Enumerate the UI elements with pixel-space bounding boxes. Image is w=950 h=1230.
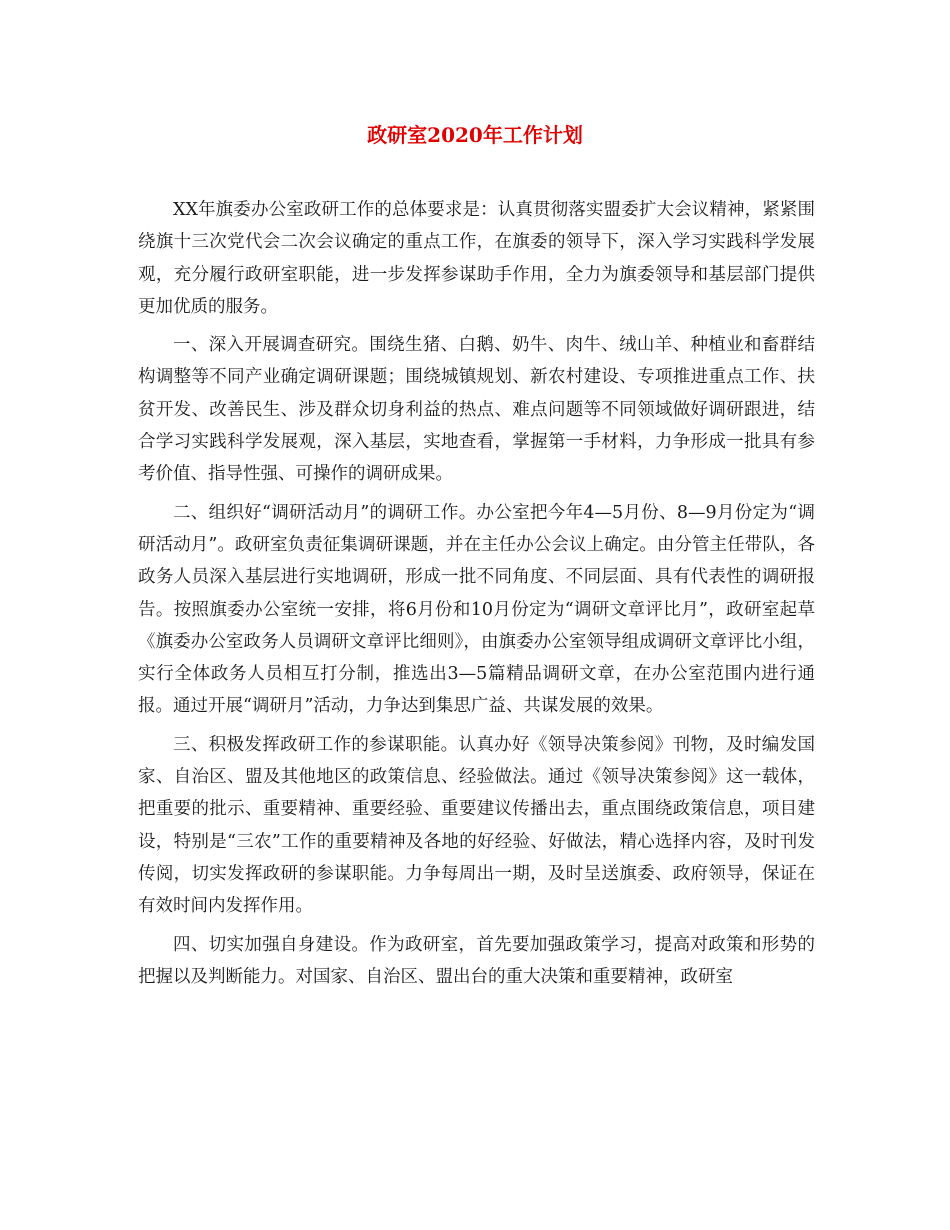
paragraph-section-3: 三、积极发挥政研工作的参谋职能。认真办好《领导决策参阅》刊物，及时编发国家、自治区、盟及其他地区的政策信息、经验做法。通过《领导决策参阅》这一载体，把重要的批示、重要精神、重要经验、重要建议传播出去，重点围绕政策信息，项目建设，特别是“三农”工作的重要精神及各地的好经验、好做法，精心选择内容，及时刊发传阅，切实发挥政研的参谋职能。力争每周出一期，及时呈送旗委、政府领导，保证在有效时间内发挥作用。 — [138, 734, 815, 917]
paragraph-intro: XX年旗委办公室政研工作的总体要求是：认真贯彻落实盟委扩大会议精神，紧紧围绕旗十三次党代会二次会议确定的重点工作，在旗委的领导下，深入学习实践科学发展观，充分履行政研室职能，进一步发挥参谋助手作用，全力为旗委领导和基层部门提供更加优质的服务。 — [138, 200, 815, 317]
document-title: 政研室2020年工作计划 — [367, 123, 583, 147]
paragraph-section-2: 二、组织好“调研活动月”的调研工作。办公室把今年4—5月份、8—9月份定为“调研活动月”。政研室负责征集调研课题，并在主任办公会议上确定。由分管主任带队，各政务人员深入基层进行实地调研，形成一批不同角度、不同层面、具有代表性的调研报告。按照旗委办公室统一安排，将6月份和10月份定为“调研文章评比月”，政研室起草《旗委办公室政务人员调研文章评比细则》，由旗委办公室领导组成调研文章评比小组，实行全体政务人员相互打分制，推选出3—5篇精品调研文章，在办公室范围内进行通报。通过开展“调研月”活动，力争达到集思广益、共谋发展的效果。 — [138, 502, 815, 717]
document-body — [138, 194, 815, 999]
paragraph-section-1: 一、深入开展调查研究。围绕生猪、白鹅、奶牛、肉牛、绒山羊、种植业和畜群结构调整等不同产业确定调研课题；围绕城镇规划、新农村建设、专项推进重点工作、扶贫开发、改善民生、涉及群众切身利益的热点、难点问题等不同领域做好调研跟进，结合学习实践科学发展观，深入基层，实地查看，掌握第一手材料，力争形成一批具有参考价值、指导性强、可操作的调研成果。 — [138, 335, 815, 485]
paragraph-section-4: 四、切实加强自身建设。作为政研室，首先要加强政策学习，提高对政策和形势的把握以及判断能力。对国家、自治区、盟出台的重大决策和重要精神，政研室 — [138, 934, 815, 987]
